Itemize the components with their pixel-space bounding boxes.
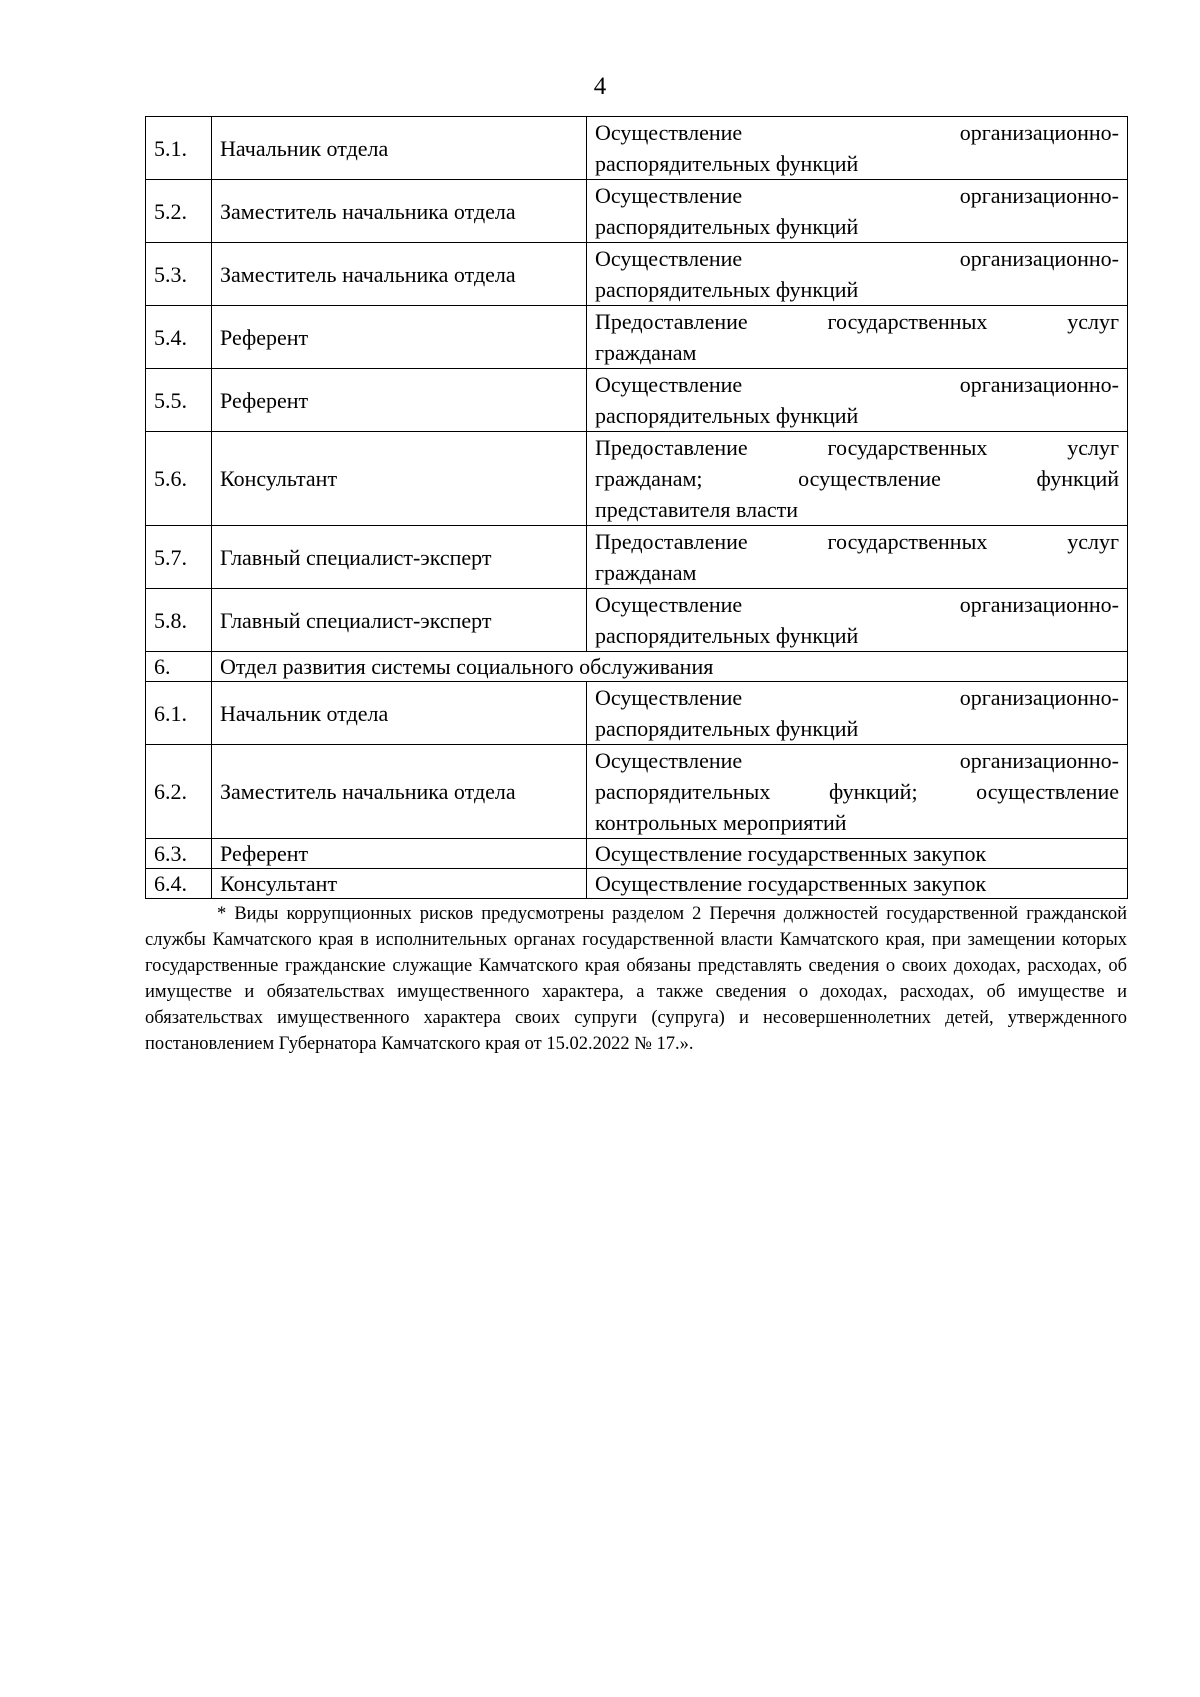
table-row bbox=[146, 589, 1128, 652]
risk-line: Осуществление государственных закупок bbox=[595, 871, 987, 896]
row-number: 5.6. bbox=[146, 432, 212, 526]
section-row bbox=[146, 652, 1128, 682]
risk-line: распорядительных функций bbox=[595, 277, 859, 302]
risk-line: гражданам bbox=[595, 560, 697, 585]
risk-description bbox=[587, 682, 1128, 745]
risk-line: распорядительных функций bbox=[595, 151, 859, 176]
row-number: 6.4. bbox=[146, 869, 212, 899]
risk-description bbox=[587, 306, 1128, 369]
risk-line: распорядительных функций bbox=[595, 623, 859, 648]
risk-line: Осуществление организационно- bbox=[595, 183, 1119, 208]
position-title: Консультант bbox=[212, 432, 587, 526]
row-number: 5.8. bbox=[146, 589, 212, 652]
row-number: 6.2. bbox=[146, 745, 212, 839]
risk-line: Предоставление государственных услуг bbox=[595, 529, 1119, 554]
risk-description bbox=[587, 526, 1128, 589]
risk-description bbox=[587, 869, 1128, 899]
risk-description bbox=[587, 243, 1128, 306]
risk-description bbox=[587, 369, 1128, 432]
position-title: Референт bbox=[212, 369, 587, 432]
position-title: Референт bbox=[212, 306, 587, 369]
risk-line: Предоставление государственных услуг bbox=[595, 435, 1119, 460]
risk-line: Осуществление организационно- bbox=[595, 372, 1119, 397]
section-number: 6. bbox=[146, 652, 212, 682]
section-title: Отдел развития системы социального обслуживания bbox=[212, 652, 1128, 682]
table-row bbox=[146, 432, 1128, 526]
page-number: 4 bbox=[593, 73, 607, 100]
table-row bbox=[146, 180, 1128, 243]
risk-line: распорядительных функций bbox=[595, 716, 859, 741]
position-title: Референт bbox=[212, 839, 587, 869]
row-number: 5.1. bbox=[146, 117, 212, 180]
risk-description bbox=[587, 180, 1128, 243]
table-row bbox=[146, 682, 1128, 745]
risk-line: контрольных мероприятий bbox=[595, 810, 847, 835]
table-row bbox=[146, 306, 1128, 369]
row-number: 6.3. bbox=[146, 839, 212, 869]
risk-line: представителя власти bbox=[595, 497, 798, 522]
row-number: 5.3. bbox=[146, 243, 212, 306]
position-title: Заместитель начальника отдела bbox=[212, 745, 587, 839]
position-title: Главный специалист-эксперт bbox=[212, 589, 587, 652]
table-row bbox=[146, 526, 1128, 589]
risk-line: гражданам bbox=[595, 340, 697, 365]
risk-line: Осуществление организационно- bbox=[595, 120, 1119, 145]
risk-line: распорядительных функций; осуществление bbox=[595, 779, 1119, 804]
risk-line: Осуществление организационно- bbox=[595, 685, 1119, 710]
risk-line: гражданам; осуществление функций bbox=[595, 466, 1119, 491]
row-number: 5.4. bbox=[146, 306, 212, 369]
risk-line: распорядительных функций bbox=[595, 214, 859, 239]
table-row bbox=[146, 839, 1128, 869]
positions-table bbox=[145, 116, 1128, 899]
position-title: Главный специалист-эксперт bbox=[212, 526, 587, 589]
position-title: Консультант bbox=[212, 869, 587, 899]
position-title: Начальник отдела bbox=[212, 682, 587, 745]
row-number: 5.5. bbox=[146, 369, 212, 432]
risk-line: Осуществление организационно- bbox=[595, 592, 1119, 617]
table-row bbox=[146, 117, 1128, 180]
risk-line: Осуществление организационно- bbox=[595, 748, 1119, 773]
risk-description bbox=[587, 589, 1128, 652]
risk-line: Осуществление организационно- bbox=[595, 246, 1119, 271]
risk-line: распорядительных функций bbox=[595, 403, 859, 428]
row-number: 5.2. bbox=[146, 180, 212, 243]
footnote: * Виды коррупционных рисков предусмотрены разделом 2 Перечня должностей государственной гражданской службы Камчатского края в исполнительных органах государственной власти Камчатского края, при замещении которых государственные гражданские служащие Камчатского края обязаны представлять сведения о своих доходах, расходах, об имуществе и обязательствах имущественного характера, а также сведения о доходах, расходах, об имуществе и обязательствах имущественного характера своих супруги (супруга) и несовершеннолетних детей, утвержденного постановлением Губернатора Камчатского края от 15.02.2022 № 17.». bbox=[145, 904, 1127, 1054]
risk-line: Осуществление государственных закупок bbox=[595, 841, 987, 866]
table-row bbox=[146, 869, 1128, 899]
row-number: 6.1. bbox=[146, 682, 212, 745]
table-row bbox=[146, 243, 1128, 306]
table-row bbox=[146, 745, 1128, 839]
risk-description bbox=[587, 839, 1128, 869]
table-row bbox=[146, 369, 1128, 432]
position-title: Заместитель начальника отдела bbox=[212, 243, 587, 306]
risk-description bbox=[587, 745, 1128, 839]
position-title: Начальник отдела bbox=[212, 117, 587, 180]
position-title: Заместитель начальника отдела bbox=[212, 180, 587, 243]
risk-description bbox=[587, 432, 1128, 526]
risk-line: Предоставление государственных услуг bbox=[595, 309, 1119, 334]
risk-description bbox=[587, 117, 1128, 180]
row-number: 5.7. bbox=[146, 526, 212, 589]
